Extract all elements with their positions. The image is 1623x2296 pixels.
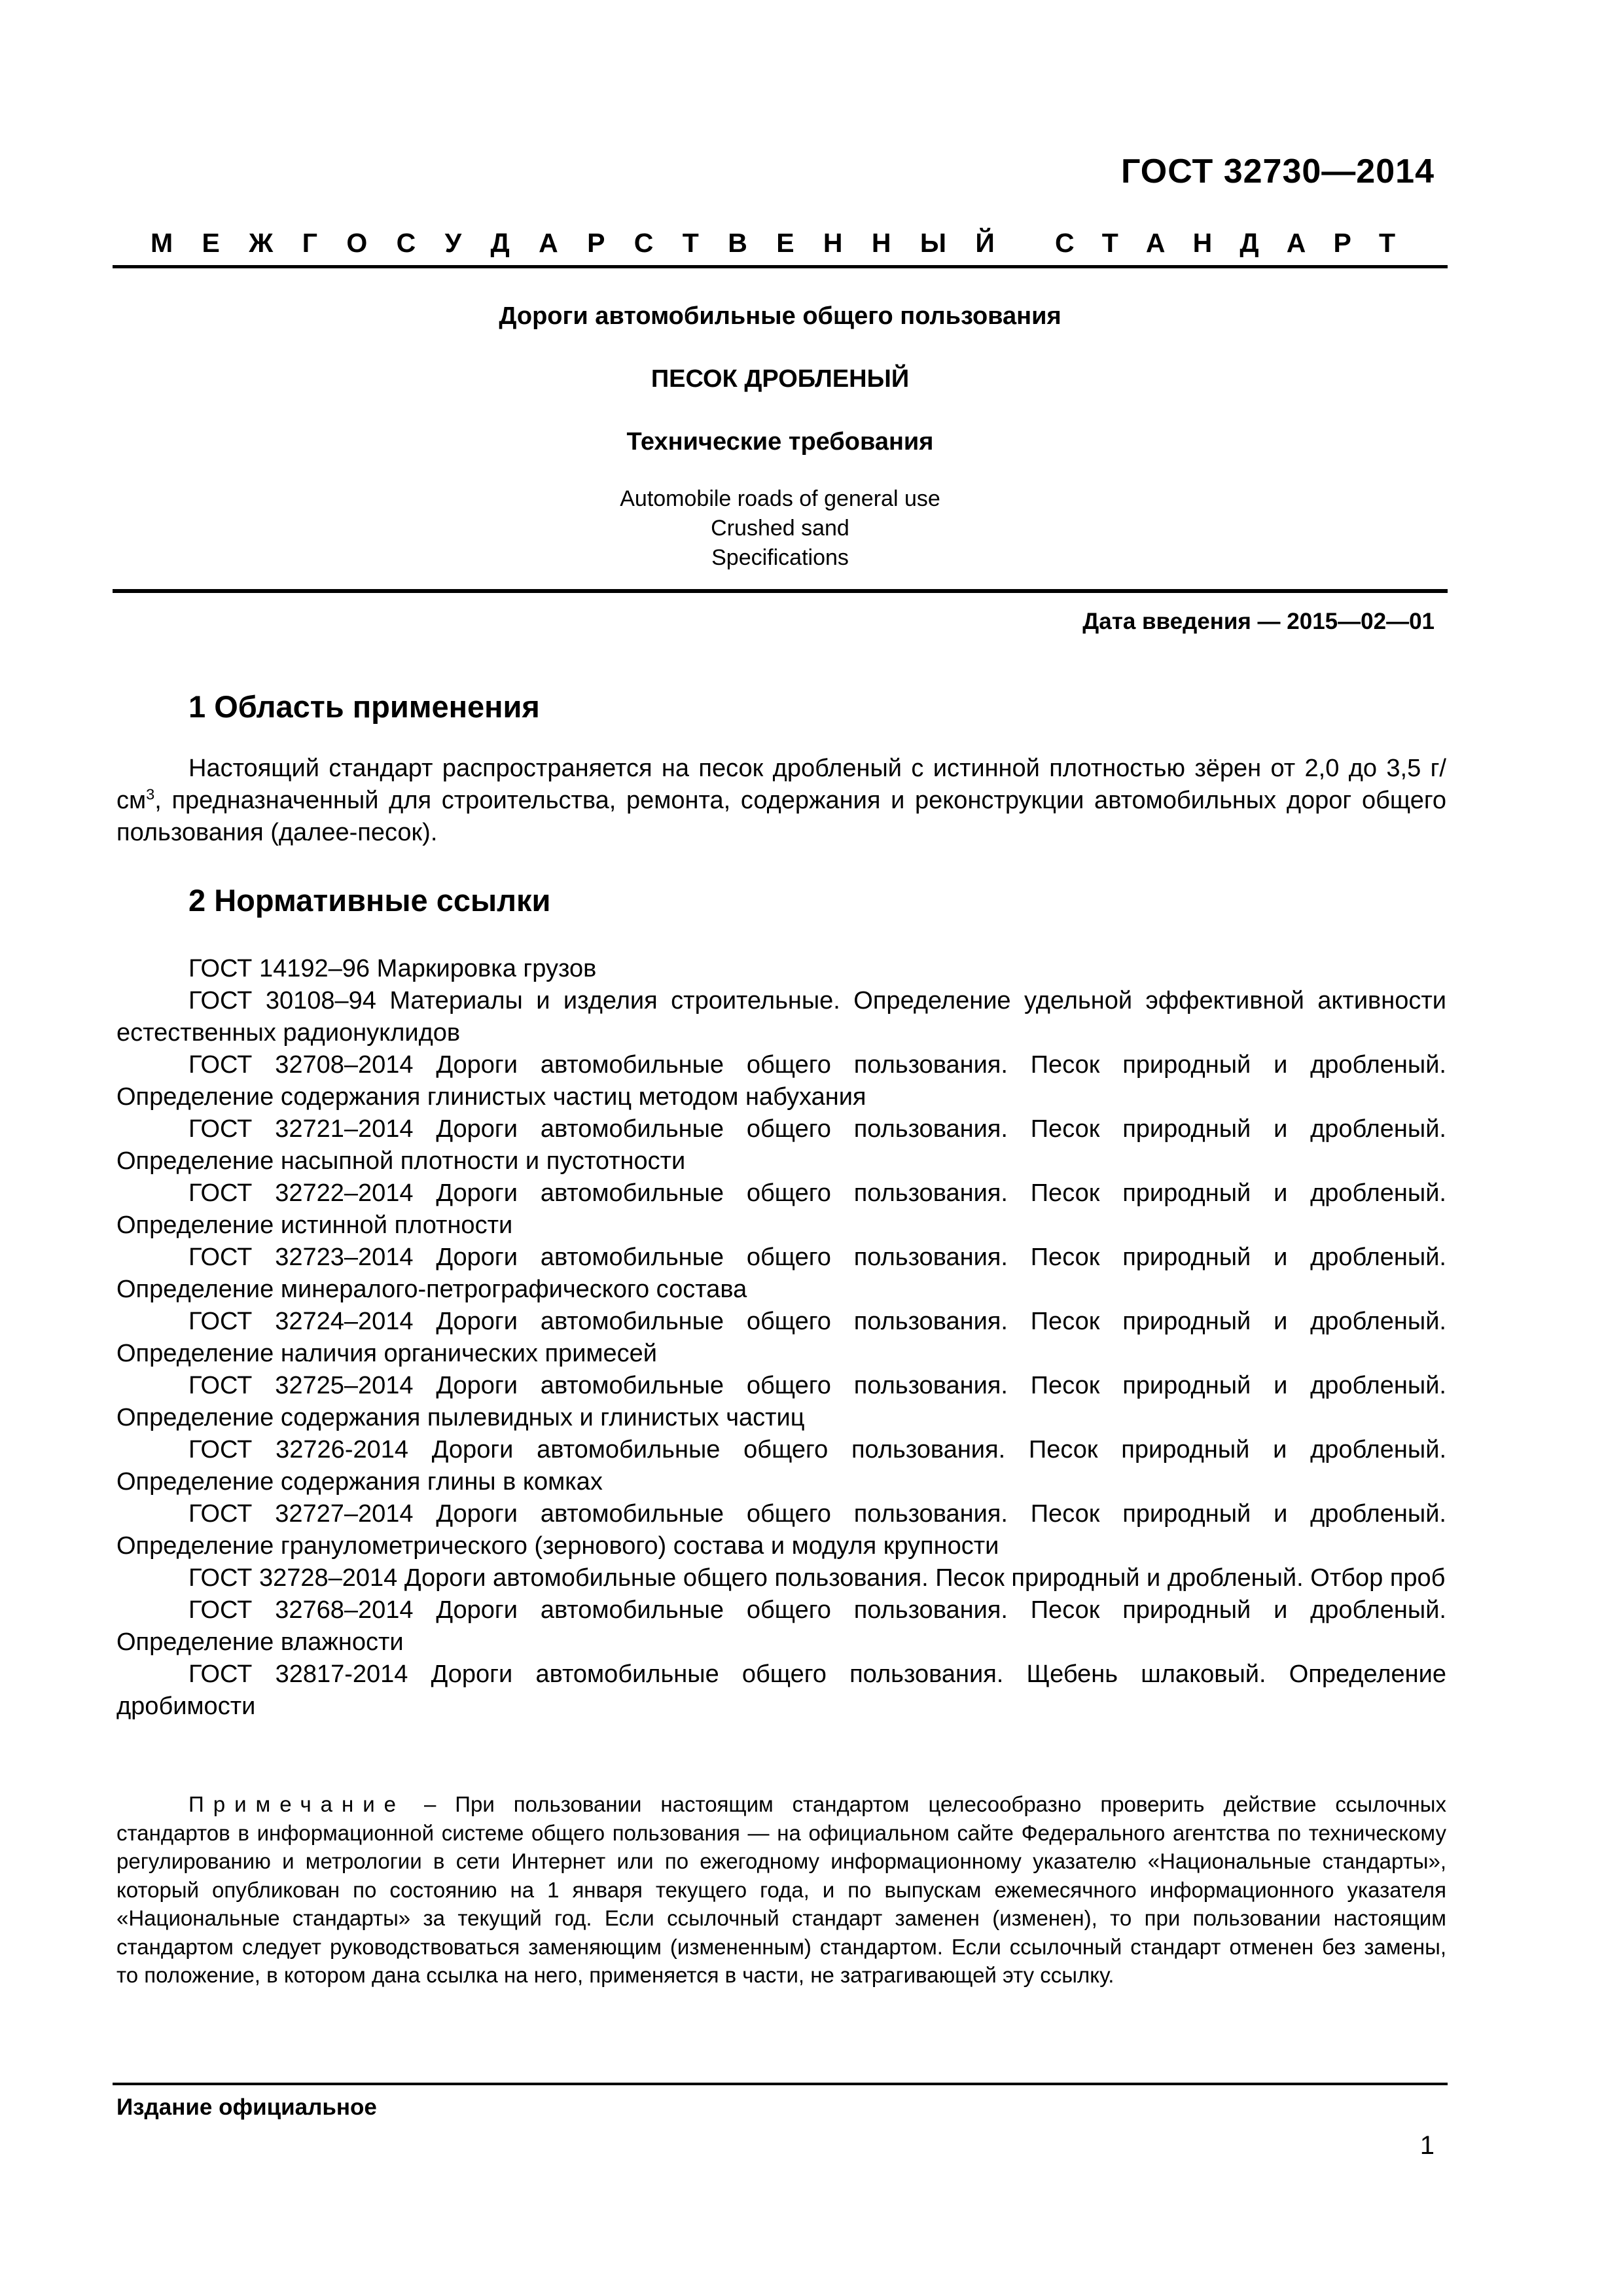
spaced-letter: Н [823,228,843,258]
reference-item: ГОСТ 32724–2014 Дороги автомобильные общего пользования. Песок природный и дробленый. Определение наличия органических примесей [116,1308,1446,1367]
standard-type-word-standard [1055,228,1395,259]
spaced-letter: Д [490,228,510,258]
scope-paragraph [116,753,1446,849]
document-number: ГОСТ 32730—2014 [1121,152,1435,190]
reference-item: ГОСТ 30108–94 Материалы и изделия строительные. Определение удельной эффективной активности естественных радионуклидов [116,987,1446,1047]
spaced-letter: Ы [919,228,947,258]
page-number: 1 [1419,2131,1435,2160]
reference-item: ГОСТ 32722–2014 Дороги автомобильные общего пользования. Песок природный и дробленый. Определение истинной плотности [116,1179,1446,1239]
spaced-letter: Й [975,228,995,258]
spaced-letter: Р [1333,228,1351,258]
scope-text-tail: , предназначенный для строительства, ремонта, содержания и реконструкции автомобильных дорог общего пользования (далее-песок). [116,787,1446,846]
scope-text-main: Настоящий стандарт распространяется на песок дробленый с истинной плотностью зёрен от 2,0 до 3,5 г/см [116,755,1446,814]
product-title: ПЕСОК ДРОБЛЕНЫЙ [651,365,910,393]
reference-item: ГОСТ 32726-2014 Дороги автомобильные общего пользования. Песок природный и дробленый. Определение содержания глины в комках [116,1436,1446,1496]
official-edition-label: Издание официальное [116,2094,377,2120]
normative-references-list [116,953,1446,1723]
reference-item: ГОСТ 32728–2014 Дороги автомобильные общего пользования. Песок природный и дробленый. Отбор проб [188,1564,1446,1592]
spaced-letter: Е [202,228,220,258]
spaced-letter: М [151,228,173,258]
spaced-letter: Р [587,228,605,258]
reference-item: ГОСТ 32721–2014 Дороги автомобильные общего пользования. Песок природный и дробленый. Определение насыпной плотности и пустотности [116,1115,1446,1175]
spaced-letter: С [633,228,654,258]
spaced-letter: Н [871,228,891,258]
reference-item: ГОСТ 32768–2014 Дороги автомобильные общего пользования. Песок природный и дробленый. Определение влажности [116,1596,1446,1656]
reference-item: ГОСТ 32725–2014 Дороги автомобильные общего пользования. Песок природный и дробленый. Определение содержания пылевидных и глинистых частиц [116,1372,1446,1431]
introduction-date: Дата введения — 2015—02—01 [1082,609,1435,634]
note-text: – При пользовании настоящим стандартом целесообразно проверить действие ссылочных стандартов в информационной системе общего пользования — на официальном сайте Федерального агентства по техническому регулированию и метрологии в сети Интернет или по ежегодному информационному указателю «Национальные стандарты», который опубликован по состоянию на 1 января текущего года, и по выпускам ежемесячного информационного указателя «Национальные стандарты» за текущий год. Если ссылочный стандарт заменен (изменен), то при пользовании настоящим стандартом следует руководствоваться заменяющим (измененным) стандартом. Если ссылочный стандарт отменен без замены, то положение, в котором дана ссылка на него, применяется в части, не затрагивающей эту ссылку. [116,1792,1446,1987]
spaced-letter: С [1055,228,1075,258]
english-title-line: Specifications [711,545,849,570]
english-title-block [113,484,1448,573]
spaced-letter: А [539,228,558,258]
reference-item: ГОСТ 14192–96 Маркировка грузов [188,955,597,982]
note-label: Примечание [188,1792,406,1816]
roads-title: Дороги автомобильные общего пользования [499,302,1061,330]
spaced-letter: Е [776,228,794,258]
spaced-letter: А [1286,228,1306,258]
section-1-heading: 1 Область применения [188,689,540,724]
footer-rule [113,2083,1448,2085]
spaced-letter: О [346,228,368,258]
reference-item: ГОСТ 32817-2014 Дороги автомобильные общего пользования. Щебень шлаковый. Определение дробимости [116,1660,1446,1720]
spaced-letter: Д [1240,228,1259,258]
standard-type [113,228,1432,259]
spaced-letter: Т [1101,228,1118,258]
section-2-heading: 2 Нормативные ссылки [188,883,551,918]
title-rule [113,589,1448,593]
reference-item: ГОСТ 32708–2014 Дороги автомобильные общего пользования. Песок природный и дробленый. Определение содержания глинистых частиц методом набухания [116,1051,1446,1111]
spaced-letter: С [396,228,416,258]
english-title-line: Crushed sand [711,516,849,541]
spaced-letter: Г [302,228,317,258]
spaced-letter: Н [1192,228,1213,258]
spaced-letter: Т [1378,228,1395,258]
section-1-text [116,753,1446,849]
spaced-letter: В [728,228,747,258]
spaced-letter: Ж [249,228,274,258]
density-unit-superscript: 3 [146,785,155,803]
reference-item: ГОСТ 32723–2014 Дороги автомобильные общего пользования. Песок природный и дробленый. Определение минералого-петрографического состава [116,1244,1446,1303]
spaced-letter: А [1145,228,1166,258]
spaced-letter: Т [682,228,699,258]
spaced-letter: У [444,228,462,258]
note-block [116,1790,1446,1990]
english-title-line: Automobile roads of general use [620,486,940,511]
header-rule [113,265,1448,268]
standard-type-word-interstate [151,228,995,259]
reference-item: ГОСТ 32727–2014 Дороги автомобильные общего пользования. Песок природный и дробленый. Определение гранулометрического (зернового) состава и модуля крупности [116,1500,1446,1560]
specifications-title: Технические требования [626,428,934,456]
